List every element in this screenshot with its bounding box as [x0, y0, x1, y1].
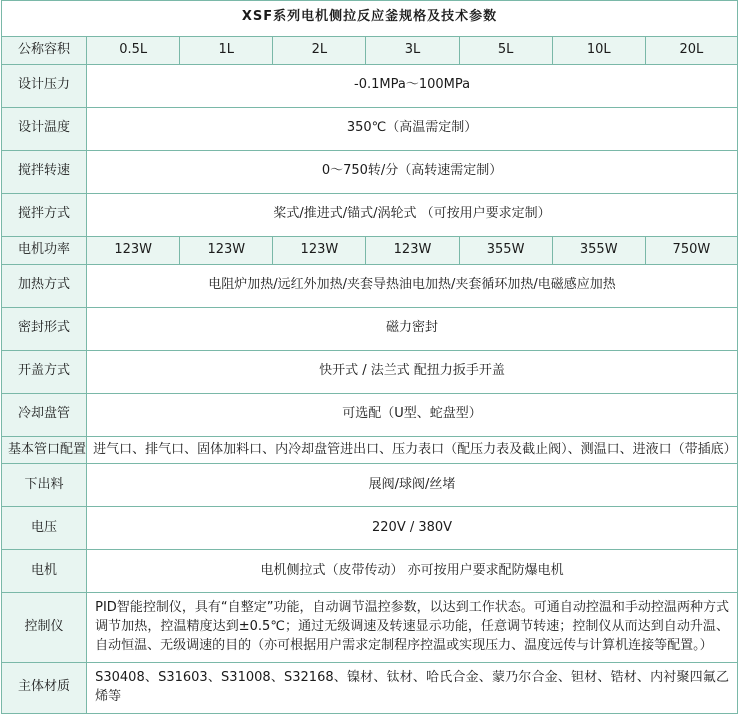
- table-row-title: [2, 1, 738, 37]
- motor-power-1: 123W: [180, 236, 273, 264]
- table-row-motor-power: [2, 236, 738, 264]
- table-row-seal: [2, 307, 738, 350]
- motor-power-4: 355W: [459, 236, 552, 264]
- volume-value-0: 0.5L: [87, 36, 180, 64]
- motor-power-3: 123W: [366, 236, 459, 264]
- volume-value-5: 10L: [552, 36, 645, 64]
- row-label-design-temp: 设计温度: [2, 107, 87, 150]
- row-value-coil: 可选配（U型、蛇盘型）: [87, 393, 738, 436]
- volume-value-4: 5L: [459, 36, 552, 64]
- volume-value-1: 1L: [180, 36, 273, 64]
- row-label-stir-type: 搅拌方式: [2, 193, 87, 236]
- table-row-voltage: [2, 507, 738, 550]
- table-row-outlet: [2, 464, 738, 507]
- motor-power-2: 123W: [273, 236, 366, 264]
- row-label-design-pressure: 设计压力: [2, 64, 87, 107]
- row-label-seal: 密封形式: [2, 307, 87, 350]
- row-label-material: 主体材质: [2, 662, 87, 713]
- table-row-ports: [2, 436, 738, 464]
- row-value-design-pressure: -0.1MPa～100MPa: [87, 64, 738, 107]
- row-label-stir-speed: 搅拌转速: [2, 150, 87, 193]
- row-value-ports: 进气口、排气口、固体加料口、内冷却盘管进出口、压力表口（配压力表及截止阀）、测温口、进液口（带插底）: [87, 436, 738, 464]
- row-value-cover: 快开式 / 法兰式 配扭力扳手开盖: [87, 350, 738, 393]
- volume-value-3: 3L: [366, 36, 459, 64]
- row-label-motor-power: 电机功率: [2, 236, 87, 264]
- table-row-volume: [2, 36, 738, 64]
- row-label-cover: 开盖方式: [2, 350, 87, 393]
- motor-power-6: 750W: [645, 236, 737, 264]
- page-title: XSF系列电机侧拉反应釜规格及技术参数: [2, 1, 738, 37]
- row-value-stir-type: 桨式/推进式/锚式/涡轮式 （可按用户要求定制）: [87, 193, 738, 236]
- motor-power-5: 355W: [552, 236, 645, 264]
- row-label-voltage: 电压: [2, 507, 87, 550]
- row-label-heating: 加热方式: [2, 264, 87, 307]
- row-value-voltage: 220V / 380V: [87, 507, 738, 550]
- row-label-volume: 公称容积: [2, 36, 87, 64]
- table-row-heating: [2, 264, 738, 307]
- table-row-motor: [2, 550, 738, 593]
- row-value-controller: PID智能控制仪，具有“自整定”功能，自动调节温控参数，以达到工作状态。可通自动控温和手动控温两种方式调节加热，控温精度达到±0.5℃；通过无级调速及转速显示功能，任意调节转速；控制仪从而达到自动升温、自动恒温、无级调速的目的（亦可根据用户需求定制程序控温或实现压力、温度远传与计算机连接等配置。）: [87, 593, 738, 663]
- table-row-stir-type: [2, 193, 738, 236]
- row-value-stir-speed: 0～750转/分（高转速需定制）: [87, 150, 738, 193]
- row-value-material: S30408、S31603、S31008、S32168、镍材、钛材、哈氏合金、蒙乃尔合金、钽材、锆材、内衬聚四氟乙烯等: [87, 662, 738, 713]
- table-row-coil: [2, 393, 738, 436]
- table-row-controller: [2, 593, 738, 663]
- volume-value-6: 20L: [645, 36, 737, 64]
- row-label-coil: 冷却盘管: [2, 393, 87, 436]
- volume-value-2: 2L: [273, 36, 366, 64]
- row-value-motor: 电机侧拉式（皮带传动） 亦可按用户要求配防爆电机: [87, 550, 738, 593]
- motor-power-0: 123W: [87, 236, 180, 264]
- row-label-controller: 控制仪: [2, 593, 87, 663]
- table-row-stir-speed: [2, 150, 738, 193]
- table-row-design-pressure: [2, 64, 738, 107]
- table-row-material: [2, 662, 738, 713]
- row-label-outlet: 下出料: [2, 464, 87, 507]
- table-row-design-temp: [2, 107, 738, 150]
- row-value-seal: 磁力密封: [87, 307, 738, 350]
- row-label-motor: 电机: [2, 550, 87, 593]
- row-value-design-temp: 350℃（高温需定制）: [87, 107, 738, 150]
- table-row-cover: [2, 350, 738, 393]
- spec-table: [1, 0, 738, 714]
- row-value-outlet: 展阀/球阀/丝堵: [87, 464, 738, 507]
- row-label-ports: 基本管口配置: [2, 436, 87, 464]
- row-value-heating: 电阻炉加热/远红外加热/夹套导热油电加热/夹套循环加热/电磁感应加热: [87, 264, 738, 307]
